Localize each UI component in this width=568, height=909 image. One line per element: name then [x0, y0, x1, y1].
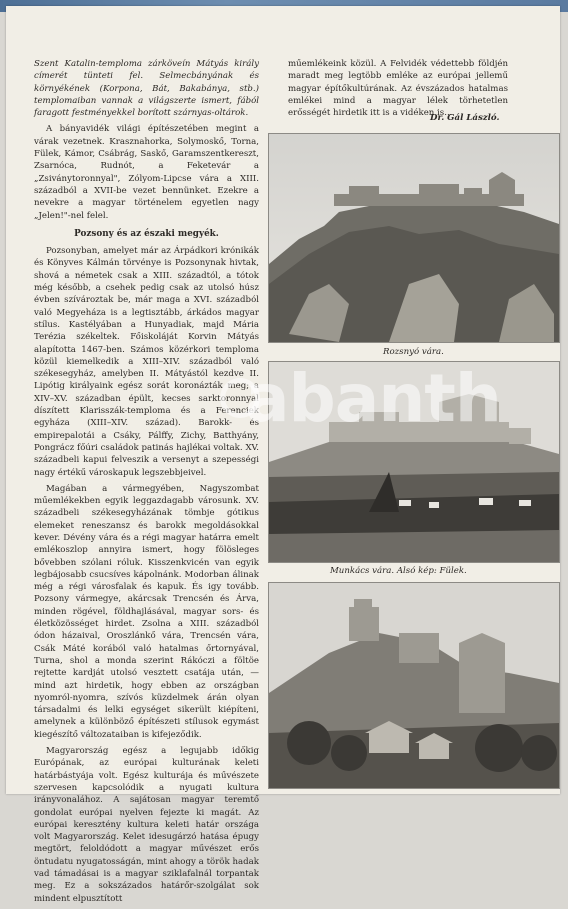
- left-text-column: [34, 58, 259, 909]
- right-text-column: [288, 58, 508, 119]
- paragraph: műemlékeink közül. A Felvidék védettebb földjén maradt meg legtöbb emléke az európai jellemű magyar építőkultúrának. Az évszázados hatalmas emlékei mind a magyar lélek törhetetlen erősségét hirdetik itt is a vidéken is...: [288, 59, 508, 119]
- photo-caption: Munkács vára. Alsó kép: Fülek.: [330, 566, 467, 576]
- paragraph: Pozsonyban, amelyet már az Árpádkori krónikák és Könyves Kálmán törvénye is Pozsonynak hivtak, shová a németek csak a XIII. századtól, a tótok még később, a csehek pedig csak az utolsó húsz évben szívároztak be, már maga a XVI. századból való Megyeháza is a legtisztább, árkádos magyar stílus. Kastélyában a Hunyadiak, majd Mária Terézia székeltek. Főiskoláját Korvin Mátyás alapította 1467-ben. Számos közérkori temploma közül kiemelkedik a XIII–XIV. századból való székesegyház, amelyben II. Mátyástól kezdve II. Lipótig királyaink egész sorát koronázták meg; a XIV–XV. században épült, kecses sarktoronnyal díszített Klarisszák-temploma és a Ferenciek egyháza (XIII–XIV. század). Barokk- és empirepalotái a Csáky, Pálffy, Zichy, Batthyány, Pongrácz főúri családok patinás hajlékai voltak. XV. századbeli kapui felveszik a versenyt a szepességi nagy értékű városkapuk legszebbjeivel.: [34, 246, 259, 478]
- paragraph: Magában a vármegyében, Nagyszombat műemlékekben egyik leggazdagabb városunk. XV. századbeli székesegyházának tömbje gótikus elemeket reneszansz és barokk megoldásokkal kever. Dévény vára és a régi magyar határra emelt emlékoszlop annyira ismert, hogy fölösleges bővebben szólani róluk. Kisszenkvicén van egyik legbájosabb csucsíves kápolnánk. Modorban álinak még a régi városfalak és kapuk. És igy tovább. Pozsony vármegye, akárcsak Trencsén és Árva, minden rögével, földhajlásával, magyar sors- és életközösséget hirdet. Zsolna a XIII. századból ódon házaival, Oroszlánkő vára, Trencsén vára, Csák Máté korából való hatalmas őrtornyával, Turna, shol a monda szerint Rákóczi a föltöe rejtette kardját utolsó vesztett csatája után, — mind azt hirdetik, hogy ebben az országban nyomról-nyomra, szívós küzdelmek árán olyan társadalmi és lelki egységet sikerült kiépíteni, amelynek a különböző építészeti stílusok egymást kiegészítő változataiban is kifejeződik.: [34, 483, 259, 740]
- paragraph: Szent Katalin-temploma zárköveín Mátyás király címerét tünteti fel. Selmecbányának és környékének (Korpona, Bát, Bakabánya, stb.) templomaiban vannak a világszerte ismert, fából faragott festményekkel borított szárnyas-oltárok.: [34, 59, 259, 119]
- castle-photo-rozsnyo: [268, 133, 560, 343]
- paragraph: A bányavidék világi építészetében megint a várak vezetnek. Krasznahorka, Solymoskő, Torna, Fülek, Kámor, Csábrág, Saskő, Garamszentkereszt, Zsarnóca, Rudnót, a Feketevár a „Zsiványtoronnyal", Zólyom-Lipcse vára a XIII. századból a XVII-be vezet bennünket. Ezekre a nevekre a magyar történelem egyetlen nagy „Jelen!"-nel felel.: [34, 124, 259, 221]
- watermark: abanth: [245, 360, 501, 437]
- castle-photo-fulek: [268, 582, 560, 789]
- section-heading: Pozsony és az északi megyék.: [74, 228, 219, 239]
- paragraph: Magyarország egész a legujabb időkig Európának, az európai kulturának keleti határbástyája volt. Egész kulturája és művészete szervesen kapcsolódik a nyugati kultura irányvonalához. A sajátosan magyar teremtő gondolat európai nyelven fejezte ki magát. Az európai keresztény kultura keleti határ országa volt Magyarország. Kelet idesugárzó hatása épugy megtört, feloldódott a magyar művészet erős öntudatu nyugatosságán, mint ahogy a török hadak vad támadásai is a magyar sziklafalnál torpantak meg. Ez a sokszázados határőr-szolgálat sok mindent elpusztított: [34, 746, 259, 904]
- photo-caption: Rozsnyó vára.: [383, 347, 444, 357]
- author-signature: Dr. Gál László.: [430, 113, 500, 123]
